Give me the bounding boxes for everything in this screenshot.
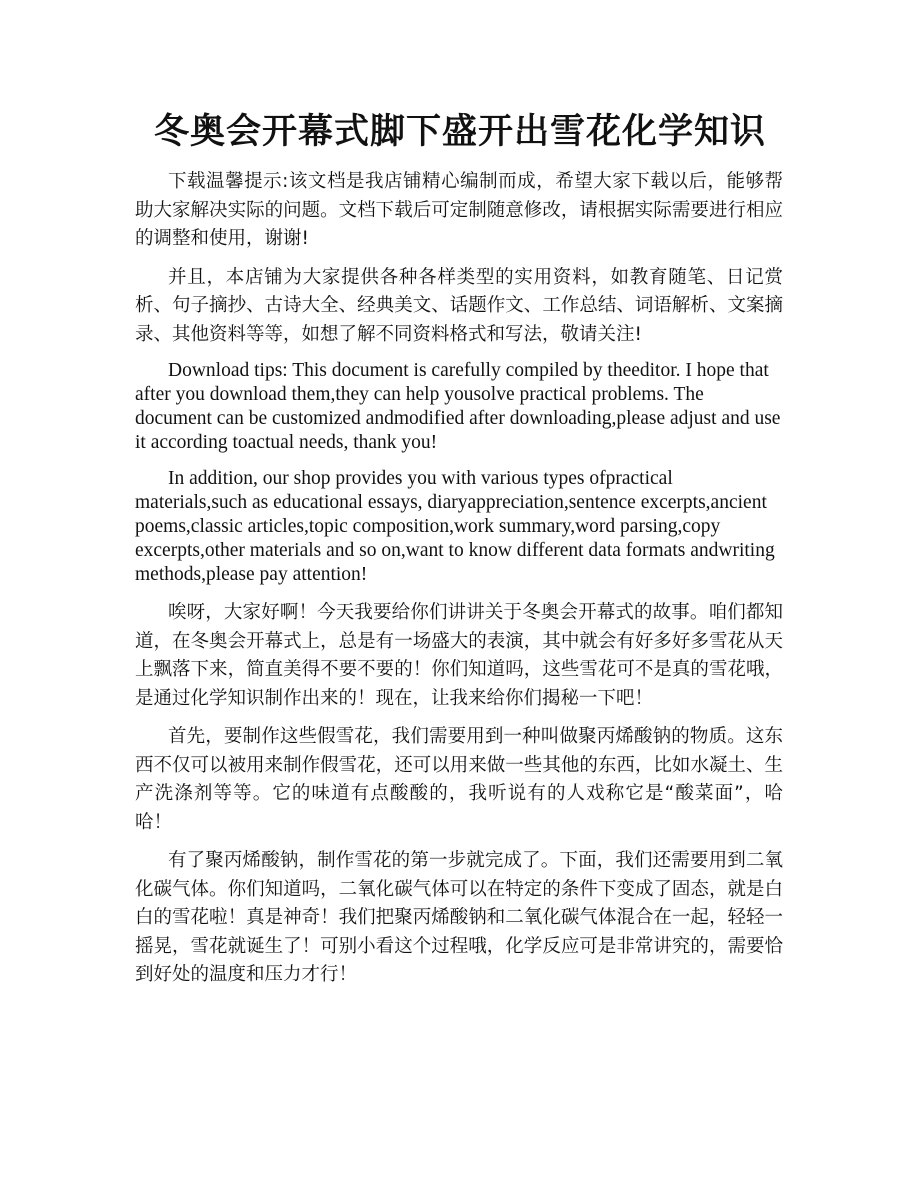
paragraph-shop-intro-en: In addition, our shop provides you with various types ofpractical materials,such as educational essays, diaryappreciation,sentence excerpts,ancient poems,classic articles,topic composition,work summary,word parsing,copy excerpts,other materials and so on,want to know different data formats andwriting methods,please pay attention! xyxy=(135,468,775,585)
document-title: 冬奥会开幕式脚下盛开出雪花化学知识 xyxy=(153,112,766,152)
paragraph-download-tip-en: Download tips: This document is carefully compiled by theeditor. I hope that after you download them,they can help yousolve practical problems. The document can be customized andmodified after downloading,please adjust and use it according toactual needs, thank you! xyxy=(135,360,781,453)
paragraph-intro-story: 唉呀，大家好啊！今天我要给你们讲讲关于冬奥会开幕式的故事。咱们都知道，在冬奥会开幕式上，总是有一场盛大的表演，其中就会有好多好多雪花从天上飘落下来，简直美得不要不要的！你们知道吗，这些雪花可不是真的雪花哦，是通过化学知识制作出来的！现在，让我来给你们揭秘一下吧！ xyxy=(135,602,783,709)
paragraph-sodium-polyacrylate: 首先，要制作这些假雪花，我们需要用到一种叫做聚丙烯酸钠的物质。这东西不仅可以被用来制作假雪花，还可以用来做一些其他的东西，比如水凝土、生产洗涤剂等等。它的味道有点酸酸的，我听说有的人戏称它是“酸菜面”，哈哈！ xyxy=(135,726,783,833)
paragraph-shop-intro-zh: 并且，本店铺为大家提供各种各样类型的实用资料，如教育随笔、日记赏析、句子摘抄、古诗大全、经典美文、话题作文、工作总结、词语解析、文案摘录、其他资料等等，如想了解不同资料格式和写法，敬请关注! xyxy=(135,266,783,345)
paragraph-download-tip-zh: 下载温馨提示:该文档是我店铺精心编制而成，希望大家下载以后，能够帮助大家解决实际的问题。文档下载后可定制随意修改，请根据实际需要进行相应的调整和使用，谢谢! xyxy=(135,171,783,249)
paragraph-carbon-dioxide: 有了聚丙烯酸钠，制作雪花的第一步就完成了。下面，我们还需要用到二氧化碳气体。你们知道吗，二氧化碳气体可以在特定的条件下变成了固态，就是白白的雪花啦！真是神奇！我们把聚丙烯酸钠和二氧化碳气体混合在一起，轻轻一摇晃，雪花就诞生了！可别小看这个过程哦，化学反应可是非常讲究的，需要恰到好处的温度和压力才行！ xyxy=(135,850,783,985)
document-body xyxy=(135,168,783,1000)
